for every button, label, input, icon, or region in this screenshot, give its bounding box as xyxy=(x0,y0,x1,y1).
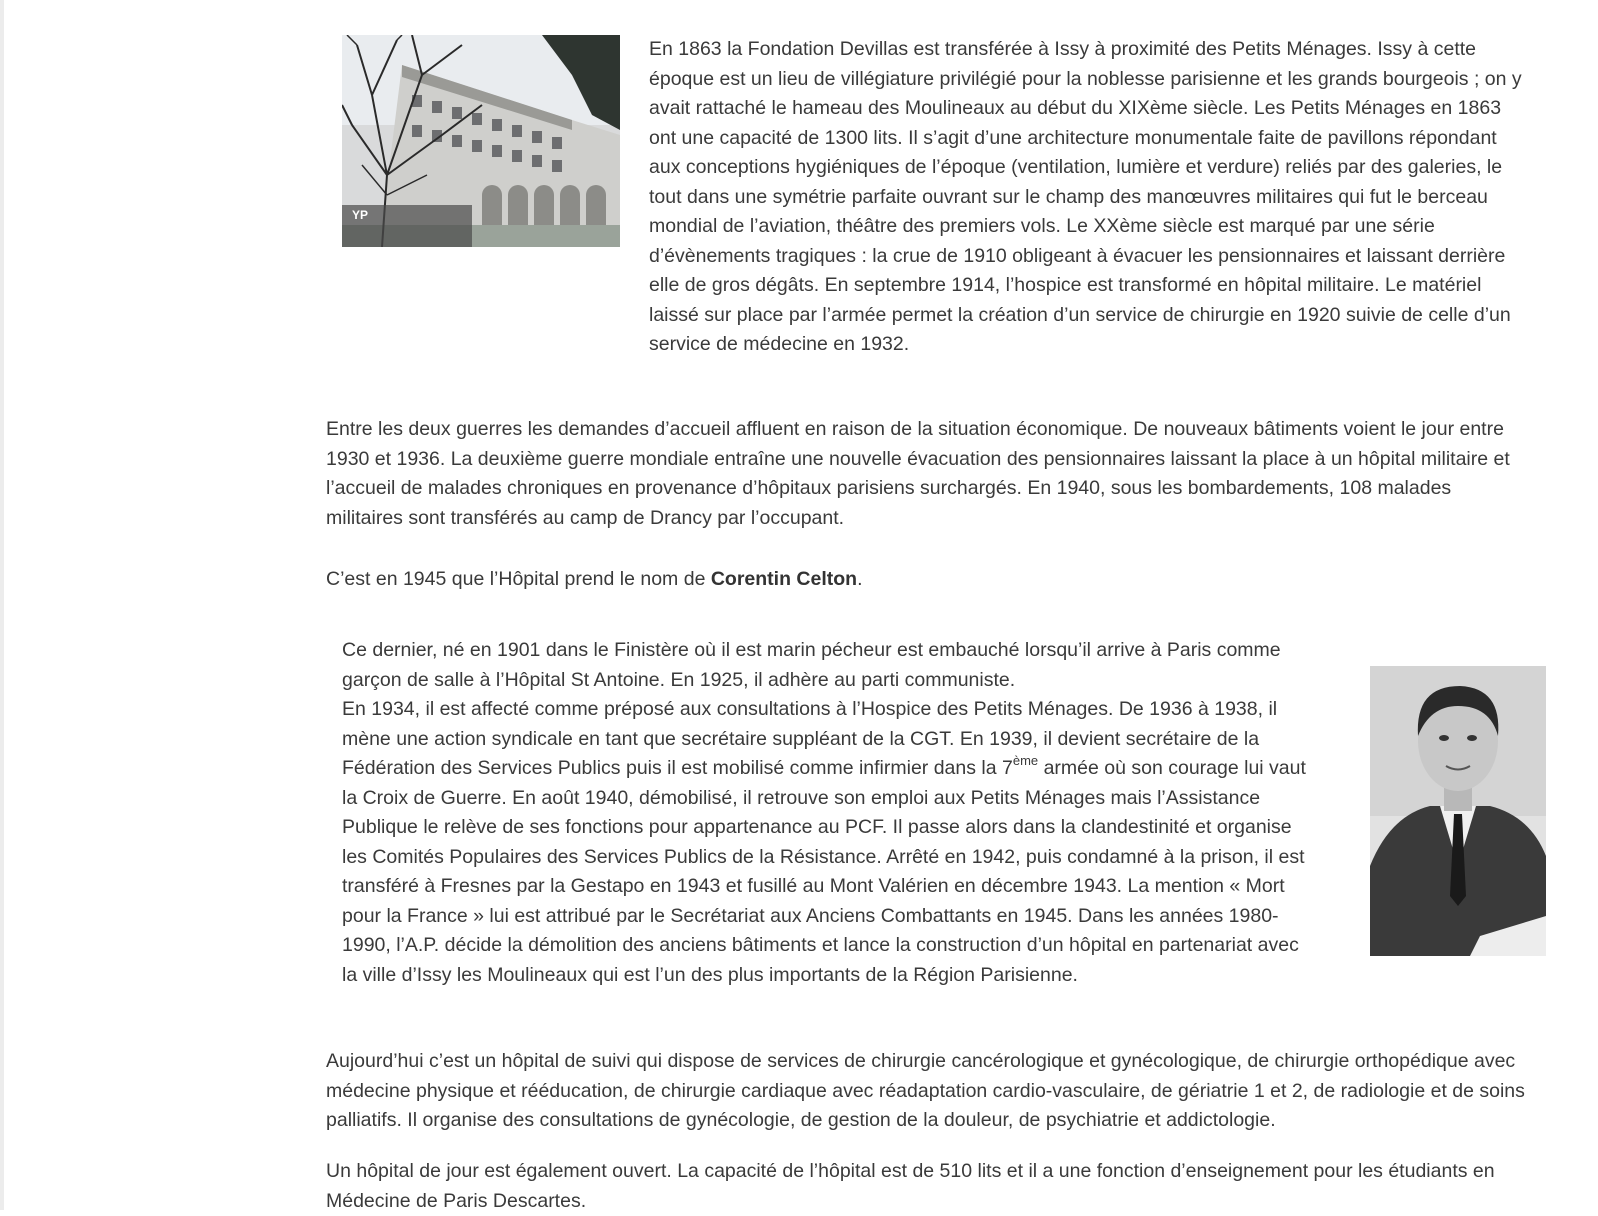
current-services-paragraph xyxy=(326,1047,1571,1136)
text-line: palliatifs. Il organise des consultations de gynécologie, de gestion de la douleur, de psychiatrie et addictologie. xyxy=(326,1106,1571,1136)
text-line: l’accueil de malades chroniques en provenance d’hôpitaux parisiens surchargés. En 1940, sous les bombardements, 108 malades xyxy=(326,474,1571,504)
text-line: d’évènements tragiques : la crue de 1910 obligeant à évacuer les pensionnaires et laissant derrière xyxy=(649,242,1569,272)
text-line: ont une capacité de 1300 lits. Il s’agit d’une architecture monumentale faite de pavillons répondant xyxy=(649,124,1569,154)
hospital-building-photo xyxy=(342,35,620,247)
hospital-name: Corentin Celton xyxy=(711,568,857,590)
text-line: 1930 et 1936. La deuxième guerre mondiale entraîne une nouvelle évacuation des pensionnaires laissant la place à un hôpital militaire et xyxy=(326,445,1571,475)
text-line: elle de gros dégâts. En septembre 1914, l’hospice est transformé en hôpital militaire. Le matériel xyxy=(649,271,1569,301)
text-line: Médecine de Paris Descartes. xyxy=(326,1187,1571,1216)
text-line: époque est un lieu de villégiature privilégié pour la noblesse parisienne et les grands bourgeois ; on y xyxy=(649,65,1569,95)
photo-label: YP xyxy=(352,208,368,222)
text-line: transféré à Fresnes par la Gestapo en 1943 et fusillé au Mont Valérien en décembre 1943. La mention « Mort xyxy=(342,872,1342,902)
text-line: laissé sur place par l’armée permet la création d’un service de chirurgie en 1920 suivie de celle d’un xyxy=(649,301,1569,331)
text-line: Aujourd’hui c’est un hôpital de suivi qui dispose de services de chirurgie cancérologique et gynécologique, de chirurgie orthopédique avec xyxy=(326,1047,1571,1077)
left-border xyxy=(0,0,4,1210)
name-paragraph xyxy=(326,565,1571,595)
text-line: mondial de l’aviation, théâtre des premiers vols. Le XXème siècle est marqué par une série xyxy=(649,212,1569,242)
superscript: ème xyxy=(1013,753,1038,768)
capacity-paragraph xyxy=(326,1157,1571,1216)
history-paragraph-1 xyxy=(649,35,1569,360)
text-line: service de médecine en 1932. xyxy=(649,330,1569,360)
text-line: militaires sont transférés au camp de Drancy par l’occupant. xyxy=(326,504,1571,534)
text-line: Publique le relève de ses fonctions pour appartenance au PCF. Il passe alors dans la clandestinité et organise xyxy=(342,813,1342,843)
text-line: aux conceptions hygiéniques de l’époque (ventilation, lumière et verdure) reliés par des galeries, le xyxy=(649,153,1569,183)
text-line: la ville d’Issy les Moulineaux qui est l’un des plus importants de la Région Parisienne. xyxy=(342,961,1342,991)
text-line: la Croix de Guerre. En août 1940, démobilisé, il retrouve son emploi aux Petits Ménages mais l’Assistance xyxy=(342,784,1342,814)
portrait-photo xyxy=(1370,666,1546,956)
text-line: En 1934, il est affecté comme préposé aux consultations à l’Hospice des Petits Ménages. De 1936 à 1938, il xyxy=(342,695,1342,725)
text-line: En 1863 la Fondation Devillas est transférée à Issy à proximité des Petits Ménages. Issy à cette xyxy=(649,35,1569,65)
text-line: Un hôpital de jour est également ouvert. La capacité de l’hôpital est de 510 lits et il a une fonction d’enseignement pour les étudiants en xyxy=(326,1157,1571,1187)
text-before: Fédération des Services Publics puis il est mobilisé comme infirmier dans la 7 xyxy=(342,757,1013,779)
text-line xyxy=(326,565,1571,595)
text-line: les Comités Populaires des Services Publics de la Résistance. Arrêté en 1942, puis condamné à la prison, il est xyxy=(342,843,1342,873)
text-after: armée où son courage lui vaut xyxy=(1038,757,1306,779)
text-line xyxy=(342,754,1342,784)
text-line: garçon de salle à l’Hôpital St Antoine. En 1925, il adhère au parti communiste. xyxy=(342,666,1342,696)
text-line: pour la France » lui est attribué par le Secrétariat aux Anciens Combattants en 1945. Dans les années 1980- xyxy=(342,902,1342,932)
text-after: . xyxy=(857,568,862,590)
text-line: avait rattaché le hameau des Moulineaux au début du XIXème siècle. Les Petits Ménages en 1863 xyxy=(649,94,1569,124)
text-before: C’est en 1945 que l’Hôpital prend le nom de xyxy=(326,568,711,590)
text-line: médecine physique et rééducation, de chirurgie cardiaque avec réadaptation cardio-vasculaire, de gériatrie 1 et 2, de radiologie et de soins xyxy=(326,1077,1571,1107)
text-line: Entre les deux guerres les demandes d’accueil affluent en raison de la situation économique. De nouveaux bâtiments voient le jour entre xyxy=(326,415,1571,445)
text-line: Ce dernier, né en 1901 dans le Finistère où il est marin pécheur est embauché lorsqu’il arrive à Paris comme xyxy=(342,636,1342,666)
history-paragraph-2 xyxy=(326,415,1571,533)
text-line: mène une action syndicale en tant que secrétaire suppléant de la CGT. En 1939, il devient secrétaire de la xyxy=(342,725,1342,755)
text-line: 1990, l’A.P. décide la démolition des anciens bâtiments et lance la construction d’un hôpital en partenariat avec xyxy=(342,931,1342,961)
text-line: tout dans une symétrie parfaite ouvrant sur le champ des manœuvres militaires qui fut le berceau xyxy=(649,183,1569,213)
biography-paragraph xyxy=(342,636,1342,990)
